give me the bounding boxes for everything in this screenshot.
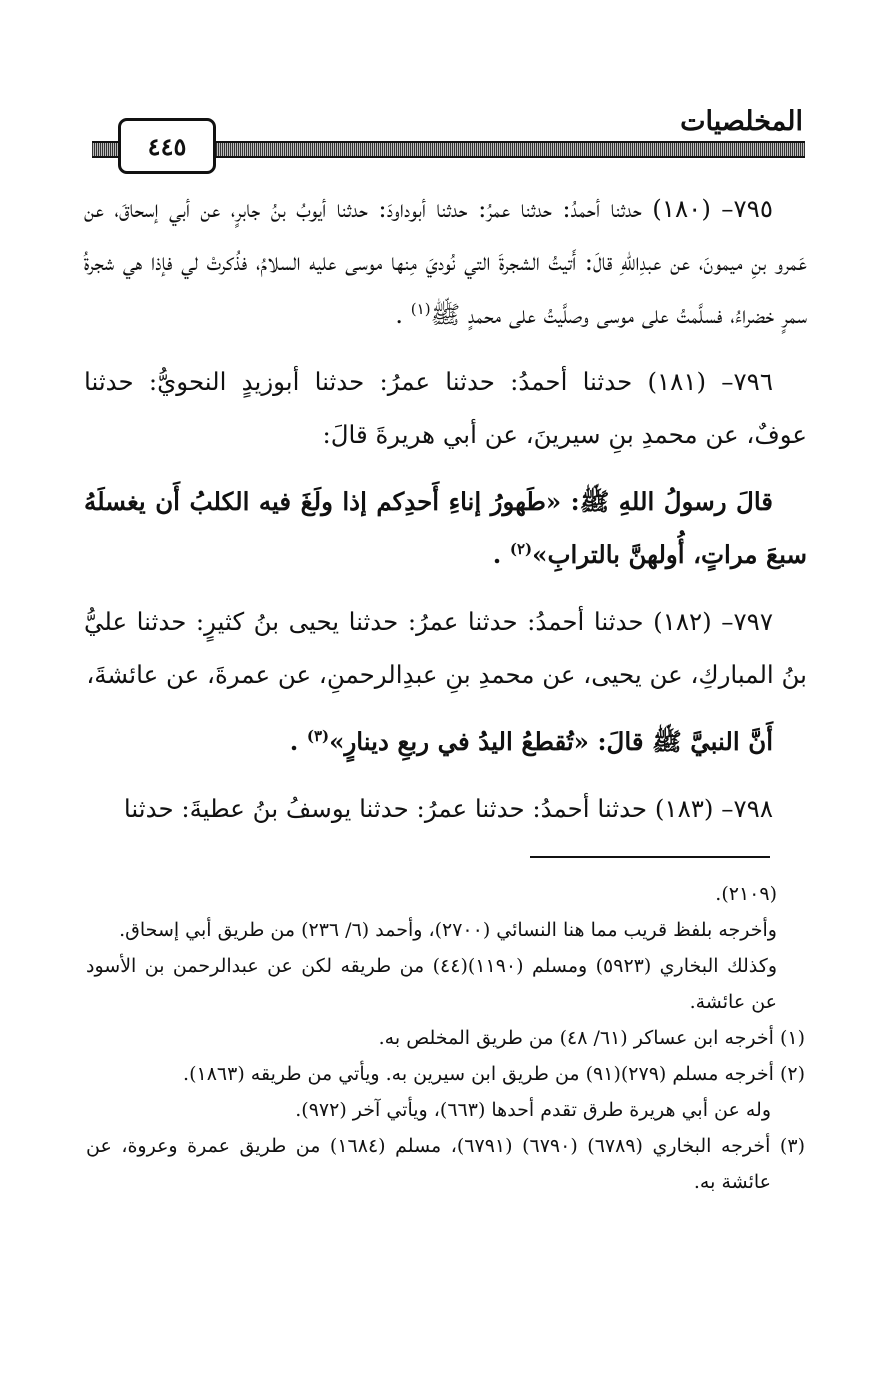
hadith-796-isnad — [84, 355, 807, 461]
footnote-line: وكذلك البخاري (٥٩٢٣) ومسلم (١١٩٠)(٤٤) من طريقه لكن عن عبدالرحمن بن الأسود عن عائشة. — [86, 955, 777, 1013]
hadith-795 — [84, 182, 807, 341]
hadith-796-matn — [84, 475, 807, 581]
hadith-798 — [84, 782, 807, 835]
paragraph-text: أَنَّ النبيَّ ﷺ قالَ: «تُقطعُ اليدُ في ربعِ دينارٍ» — [329, 727, 773, 756]
paragraph-text: قالَ رسولُ اللهِ ﷺ: «طَهورُ إناءِ أَحدِكم إذا ولَغَ فيه الكلبُ أَن يغسلَهُ سبعَ مراتٍ، أُولهنَّ بالترابِ» — [84, 487, 807, 569]
hadith-797-isnad — [84, 595, 807, 701]
footnote-2: (٢) أخرجه مسلم (٢٧٩)(٩١) من طريق ابن سيرين به. ويأتي من طريقه (١٨٦٣). — [183, 1063, 805, 1085]
main-text — [84, 182, 807, 849]
footnote-3: (٣) أخرجه البخاري (٦٧٨٩) (٦٧٩٠) (٦٧٩١)، مسلم (١٦٨٤) من طريق عمرة وعروة، عن عائشة به. — [86, 1135, 805, 1193]
running-title: المخلصيات — [680, 106, 803, 137]
footnote-ref: (٢) — [509, 539, 533, 558]
footnote-line: (٢١٠٩). — [715, 883, 777, 905]
paragraph-end: . — [289, 727, 307, 756]
page-number: ٤٤٥ — [118, 118, 216, 174]
hadith-797-matn — [84, 715, 807, 768]
paragraph-end: . — [395, 300, 411, 329]
paragraph-text: ٧٩٧– (١٨٢) حدثنا أحمدُ: حدثنا عمرُ: حدثنا يحيى بنُ كثيرٍ: حدثنا عليُّ بنُ المباركِ، عن يحيى، عن محمدِ بنِ عبدِالرحمنِ، عن عمرةَ، عن عائشةَ، — [84, 607, 807, 689]
footnote-separator — [530, 856, 770, 858]
footnote-ref: (٣) — [306, 726, 330, 745]
paragraph-text: ٧٩٥– (١٨٠) حدثنا أحمدُ: حدثنا عمرُ: حدثنا أبوداودَ: حدثنا أيوبُ بنُ جابرٍ، عن أبي إسحاقَ، عن عَمرو بنِ ميمونَ، عن عبدِاللهِ قالَ: أَتيتُ الشجرةَ التي نُوديَ مِنها موسى عليه السلامُ، فذُكرتْ لي فإذا هي شجرةُ سمرٍ خضراءُ، فسلَّمتُ على موسى وصلَّيتُ على محمدٍ ﷺ — [84, 194, 807, 329]
footnote-line: وله عن أبي هريرة طرق تقدم أحدها (٦٦٣)، ويأتي آخر (٩٧٢). — [295, 1099, 771, 1121]
footnote-line: وأخرجه بلفظ قريب مما هنا النسائي (٢٧٠٠)، وأحمد (٦/ ٢٣٦) من طريق أبي إسحاق. — [119, 919, 777, 941]
paragraph-text: ٧٩٦– (١٨١) حدثنا أحمدُ: حدثنا عمرُ: حدثنا أبوزيدٍ النحويُّ: حدثنا عوفٌ، عن محمدِ بنِ سيرينَ، عن أبي هريرةَ قالَ: — [84, 367, 807, 449]
paragraph-end: . — [492, 540, 510, 569]
footnotes — [86, 876, 805, 1200]
paragraph-text: ٧٩٨– (١٨٣) حدثنا أحمدُ: حدثنا عمرُ: حدثنا يوسفُ بنُ عطيةَ: حدثنا — [123, 794, 773, 823]
footnote-ref: (١) — [410, 299, 431, 318]
footnote-1: (١) أخرجه ابن عساكر (٦١/ ٤٨) من طريق المخلص به. — [378, 1027, 805, 1049]
